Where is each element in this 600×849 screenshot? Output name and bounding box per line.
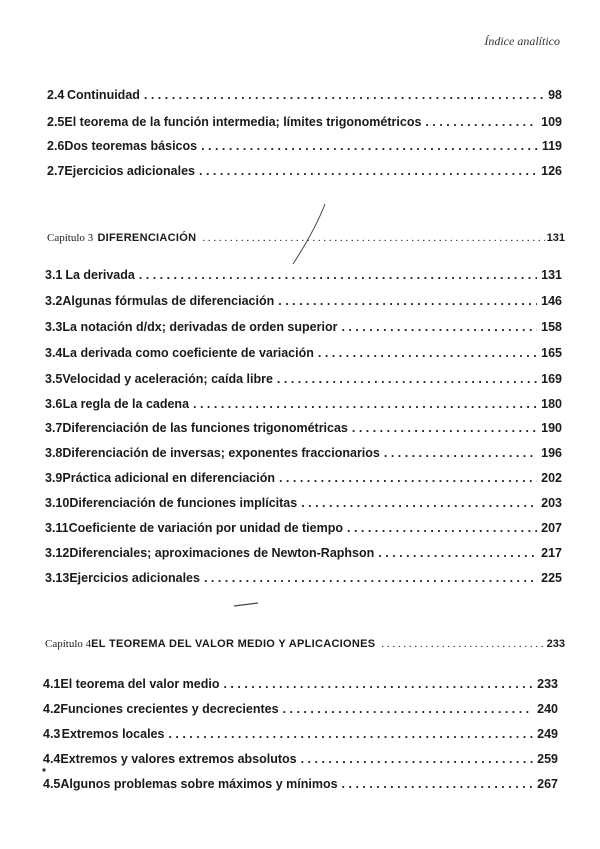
section-number: 3.12 — [45, 546, 70, 560]
section-title: Dos teoremas básicos — [64, 139, 198, 153]
leader-dots — [202, 232, 544, 244]
toc-entry-4-5 — [43, 777, 558, 791]
page-number: 233 — [537, 677, 558, 691]
section-title: Continuidad — [67, 88, 140, 102]
section-number: 4.5 — [43, 777, 61, 791]
running-header: Índice analítico — [484, 34, 560, 48]
page-number: 203 — [541, 496, 562, 510]
section-number: 2.5 — [47, 115, 65, 129]
section-number: 4.4 — [43, 752, 61, 766]
page-number: 190 — [541, 421, 562, 435]
section-title: Ejercicios adicionales — [64, 164, 196, 178]
section-number: 3.11 — [45, 521, 69, 535]
page-number: 233 — [546, 638, 565, 650]
leader-dots — [201, 139, 538, 153]
section-title: Diferenciación de las funciones trigonométricas — [62, 421, 348, 435]
leader-dots — [352, 421, 537, 435]
page-number: 217 — [541, 546, 562, 560]
section-number: 3.13 — [45, 571, 70, 585]
toc-entry-2-5 — [47, 115, 562, 129]
toc-entry-4-4 — [43, 752, 558, 766]
section-number: 4.1 — [43, 677, 61, 691]
page-number: 202 — [541, 471, 562, 485]
section-title: Diferenciales; aproximaciones de Newton-Raphson — [69, 546, 375, 560]
leader-dots — [193, 397, 537, 411]
leader-dots — [223, 677, 533, 691]
section-number: 2.6 — [47, 139, 65, 153]
section-number: 3.4 — [45, 346, 63, 360]
page-number: 158 — [541, 320, 562, 334]
section-title: Algunas fórmulas de diferenciación — [62, 294, 275, 308]
toc-entry-3-3 — [45, 320, 562, 334]
toc-entry-3-5 — [45, 372, 562, 386]
leader-dots — [425, 115, 537, 129]
section-number: 3.8 — [45, 446, 63, 460]
leader-dots — [139, 268, 537, 282]
pen-dash-mark — [232, 600, 262, 610]
section-number: 3.3 — [45, 320, 63, 334]
toc-entry-2-4 — [47, 88, 562, 102]
section-title: La regla de la cadena — [62, 397, 190, 411]
leader-dots — [199, 164, 537, 178]
section-number: 3.7 — [45, 421, 63, 435]
leader-dots — [384, 446, 537, 460]
leader-dots — [378, 546, 537, 560]
page-number: 146 — [541, 294, 562, 308]
section-title: Funciones crecientes y decrecientes — [60, 702, 279, 716]
page-number: 131 — [546, 232, 565, 244]
toc-entry-3-13 — [45, 571, 562, 585]
section-number: 3.6 — [45, 397, 63, 411]
toc-entry-2-7 — [47, 164, 562, 178]
leader-dots — [204, 571, 537, 585]
toc-entry-3-7 — [45, 421, 562, 435]
leader-dots — [144, 88, 544, 102]
toc-entry-4-2 — [43, 702, 558, 716]
page-number: 196 — [541, 446, 562, 460]
toc-entry-4-1 — [43, 677, 558, 691]
chapter-title: DIFERENCIACIÓN — [97, 232, 197, 244]
section-number: 2.7 — [47, 164, 65, 178]
section-title: Coeficiente de variación por unidad de tiempo — [68, 521, 343, 535]
section-number: 2.4 — [47, 88, 65, 102]
leader-dots — [278, 294, 537, 308]
section-title: Velocidad y aceleración; caída libre — [62, 372, 273, 386]
page-number: 165 — [541, 346, 562, 360]
section-title: Práctica adicional en diferenciación — [62, 471, 275, 485]
leader-dots — [283, 702, 534, 716]
section-title: El teorema de la función intermedia; límites trigonométricos — [64, 115, 422, 129]
section-number: 3.10 — [45, 496, 70, 510]
section-title: Algunos problemas sobre máximos y mínimos — [60, 777, 338, 791]
page-number: 267 — [537, 777, 558, 791]
leader-dots — [301, 752, 534, 766]
page-number: 240 — [537, 702, 558, 716]
page-number: 225 — [541, 571, 562, 585]
chapter-label: Capítulo 4 — [45, 638, 92, 650]
page-number: 131 — [541, 268, 562, 282]
page-number: 169 — [541, 372, 562, 386]
page-number: 109 — [541, 115, 562, 129]
chapter-title: EL TEOREMA DEL VALOR MEDIO Y APLICACIONES — [91, 638, 376, 650]
section-title: Ejercicios adicionales — [69, 571, 200, 585]
leader-dots — [347, 521, 537, 535]
ink-dot-mark — [40, 766, 48, 774]
page-number: 249 — [537, 727, 558, 741]
chapter-label: Capítulo 3 — [47, 232, 94, 244]
section-title: La derivada — [65, 268, 135, 282]
page-number: 119 — [541, 139, 562, 153]
section-title: El teorema del valor medio — [60, 677, 220, 691]
toc-entry-3-2 — [45, 294, 562, 308]
section-title: Diferenciación de funciones implícitas — [69, 496, 298, 510]
leader-dots — [381, 638, 544, 650]
toc-entry-3-1 — [45, 268, 562, 282]
leader-dots — [168, 727, 533, 741]
section-number: 3.9 — [45, 471, 63, 485]
page-number: 259 — [537, 752, 558, 766]
toc-entry-3-9 — [45, 471, 562, 485]
toc-entry-2-6 — [47, 139, 562, 153]
pen-stroke-mark — [285, 200, 335, 270]
page-number: 207 — [541, 521, 562, 535]
section-title: Diferenciación de inversas; exponentes fraccionarios — [62, 446, 380, 460]
toc-entry-4-3 — [43, 727, 558, 741]
leader-dots — [342, 777, 534, 791]
section-title: Extremos y valores extremos absolutos — [60, 752, 297, 766]
page-number: 98 — [548, 88, 562, 102]
leader-dots — [301, 496, 537, 510]
section-number: 3.2 — [45, 294, 63, 308]
toc-entry-3-4 — [45, 346, 562, 360]
section-number: 3.1 — [45, 268, 63, 282]
chapter-heading-4 — [45, 638, 565, 650]
section-title: Extremos locales — [61, 727, 165, 741]
toc-entry-3-12 — [45, 546, 562, 560]
section-number: 3.5 — [45, 372, 63, 386]
leader-dots — [318, 346, 537, 360]
section-title: La notación d/dx; derivadas de orden superior — [62, 320, 338, 334]
toc-entry-3-10 — [45, 496, 562, 510]
leader-dots — [277, 372, 537, 386]
toc-entry-3-8 — [45, 446, 562, 460]
section-number: 4.3 — [43, 727, 61, 741]
leader-dots — [341, 320, 537, 334]
toc-entry-3-6 — [45, 397, 562, 411]
page-number: 180 — [541, 397, 562, 411]
toc-entry-3-11 — [45, 521, 562, 535]
section-title: La derivada como coeficiente de variación — [62, 346, 314, 360]
section-number: 4.2 — [43, 702, 61, 716]
page-number: 126 — [541, 164, 562, 178]
leader-dots — [279, 471, 537, 485]
